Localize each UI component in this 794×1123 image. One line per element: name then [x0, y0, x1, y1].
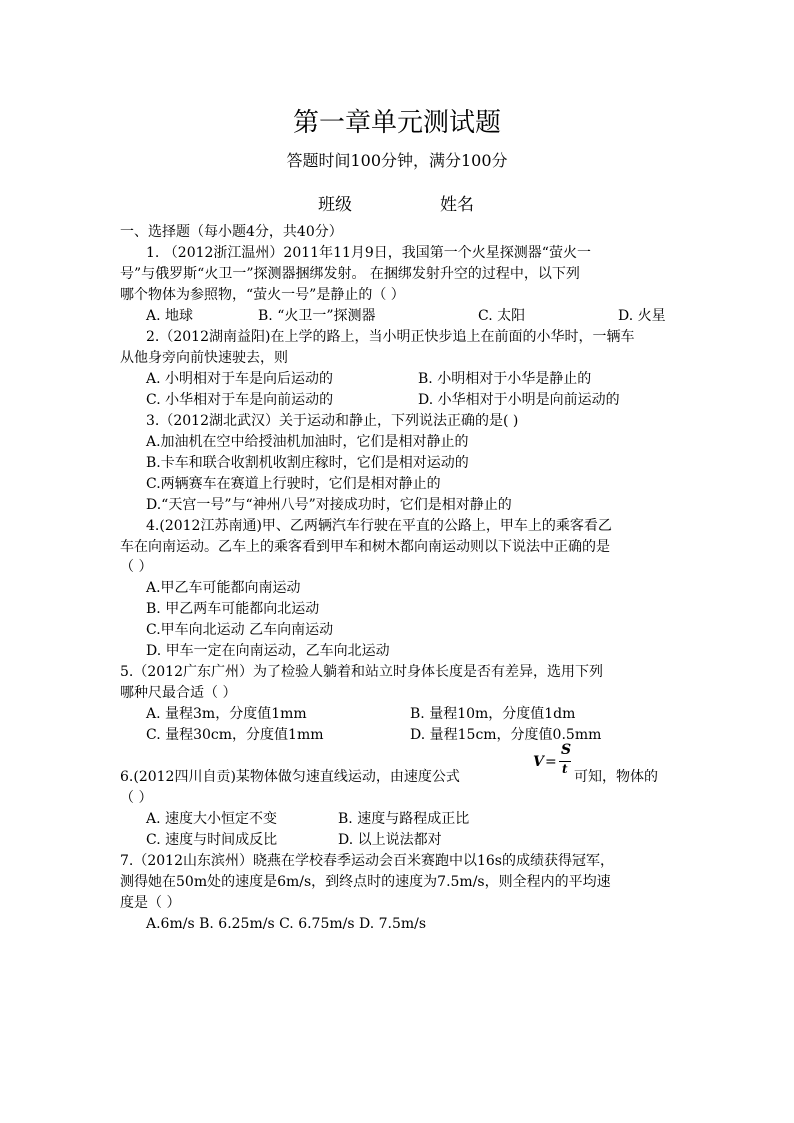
q3-option-d: D.“天宫一号”与“神州八号”对接成功时，它们是相对静止的: [146, 497, 512, 513]
q4-option-d: D. 甲车一定在向南运动，乙车向北运动: [146, 643, 390, 659]
q6-option-a: A. 速度大小恒定不变: [146, 811, 278, 827]
q1-line1: 1. （2012浙江温州）2011年11月9日，我国第一个火星探测器“萤火一: [146, 245, 591, 261]
q2-option-d: D. 小华相对于小明是向前运动的: [418, 392, 620, 408]
q7-line3: 度是（ ）: [120, 895, 181, 911]
q2-option-a: A. 小明相对于车是向后运动的: [146, 371, 334, 387]
q6-option-c: C. 速度与时间成反比: [146, 832, 278, 848]
q5-option-d: D. 量程15cm，分度值0.5mm: [410, 727, 602, 743]
q3-option-c: C.两辆赛车在赛道上行驶时，它们是相对静止的: [146, 476, 441, 492]
q5-line2: 哪种尺最合适（ ）: [120, 685, 237, 701]
q1-option-a: A. 地球: [146, 308, 194, 324]
q6-line1-before: 6.(2012四川自贡)某物体做匀速直线运动，由速度公式: [120, 769, 460, 785]
q7-options: A.6m/s B. 6.25m/s C. 6.75m/s D. 7.5m/s: [146, 916, 427, 932]
q4-option-a: A.甲乙车可能都向南运动: [146, 580, 301, 596]
q5-option-a: A. 量程3m，分度值1mm: [146, 706, 307, 722]
q6-line2: （ ）: [120, 790, 153, 806]
q5-line1: 5.（2012广东广州）为了检验人躺着和站立时身体长度是否有差异，选用下列: [120, 664, 603, 680]
q4-line3: （ ）: [120, 559, 153, 575]
q4-option-c: C.甲车向北运动 乙车向南运动: [146, 622, 334, 638]
q1-option-b: B. “火卫一”探测器: [258, 308, 376, 324]
class-label: 班级: [318, 195, 352, 215]
page-title: 第一章单元测试题: [292, 108, 501, 138]
page-subtitle: 答题时间100分钟，满分100分: [286, 151, 508, 170]
q6-option-b: B. 速度与路程成正比: [338, 811, 470, 827]
q7-line1: 7.（2012山东滨州）晓燕在学校春季运动会百米赛跑中以16s的成绩获得冠军，: [120, 853, 614, 869]
name-label: 姓名: [440, 195, 474, 215]
q3-line1: 3.（2012湖北武汉）关于运动和静止，下列说法正确的是( ): [146, 413, 519, 429]
q1-line2: 号”与俄罗斯“火卫一”探测器捆绑发射。 在捆绑发射升空的过程中，以下列: [120, 266, 580, 282]
q1-option-d: D. 火星: [618, 308, 666, 324]
formula-v: V: [533, 754, 544, 770]
q4-option-b: B. 甲乙两车可能都向北运动: [146, 601, 320, 617]
formula-numerator: S: [561, 742, 572, 758]
q2-line1: 2.（2012湖南益阳)在上学的路上，当小明正快步追上在前面的小华时，一辆车: [146, 329, 635, 345]
q3-option-a: A.加油机在空中给授油机加油时，它们是相对静止的: [146, 434, 469, 450]
q2-option-c: C. 小华相对于车是向前运动的: [146, 392, 334, 408]
q1-line3: 哪个物体为参照物，“萤火一号”是静止的（ ）: [120, 287, 405, 303]
formula-denominator: t: [562, 762, 568, 776]
q5-option-c: C. 量程30cm，分度值1mm: [146, 727, 324, 743]
q3-option-b: B.卡车和联合收割机收割庄稼时，它们是相对运动的: [146, 455, 469, 471]
formula-equals: =: [545, 754, 557, 770]
q2-option-b: B. 小明相对于小华是静止的: [418, 371, 592, 387]
q5-option-b: B. 量程10m，分度值1dm: [410, 706, 576, 722]
q2-line2: 从他身旁向前快速驶去，则: [120, 350, 288, 366]
section-heading: 一、选择题（每小题4分，共40分）: [120, 224, 343, 240]
q1-option-c: C. 太阳: [478, 308, 526, 324]
q7-line2: 测得她在50m处的速度是6m/s，到终点时的速度为7.5m/s，则全程内的平均速: [120, 874, 611, 890]
q4-line2: 车在向南运动。乙车上的乘客看到甲车和树木都向南运动则以下说法中正确的是: [120, 539, 610, 555]
q6-line1-after: 可知，物体的: [574, 769, 658, 785]
q4-line1: 4.(2012江苏南通)甲、乙两辆汽车行驶在平直的公路上，甲车上的乘客看乙: [146, 518, 612, 534]
q6-option-d: D. 以上说法都对: [338, 832, 442, 848]
